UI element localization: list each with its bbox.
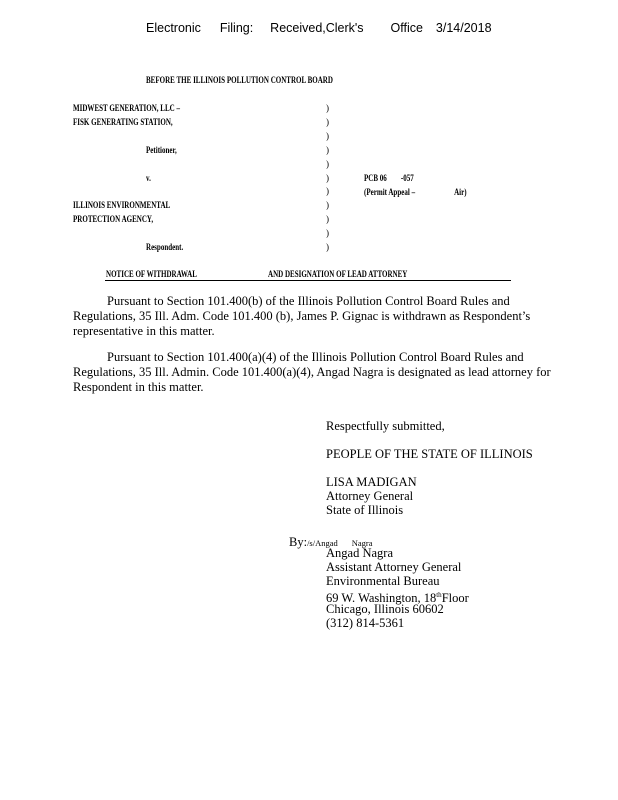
filing-header: [146, 21, 492, 35]
paren: ): [326, 130, 329, 141]
case-number-prefix: PCB 06: [364, 173, 387, 183]
petitioner-role: Petitioner,: [146, 145, 177, 155]
closing: Respectfully submitted,: [326, 419, 445, 433]
paren: ): [326, 144, 329, 155]
paren: ): [326, 103, 329, 113]
paren: ): [326, 228, 329, 239]
petitioner-name-line2: FISK GENERATING STATION,: [73, 117, 173, 127]
notice-title-right: AND DESIGNATION OF LEAD ATTORNEY: [268, 269, 408, 279]
caption-paren-column: [326, 102, 329, 255]
notice-title-underline: [105, 280, 511, 281]
respondent-role: Respondent.: [146, 242, 184, 252]
by-label: By:: [289, 535, 308, 549]
address-ordinal: th: [436, 591, 442, 599]
filing-header-date: 3/14/2018: [435, 21, 492, 35]
versus-label: v.: [146, 173, 151, 183]
paren: ): [326, 172, 329, 183]
paren: ): [326, 200, 329, 211]
electronic-signature-last: Nagra: [351, 538, 373, 548]
case-type-right: Air): [454, 187, 467, 197]
people-of-illinois: PEOPLE OF THE STATE OF ILLINOIS: [326, 447, 533, 461]
paragraph2-line1: Pursuant to Section 101.400(a)(4) of the Illinois Pollution Control Board Rules and: [107, 350, 524, 364]
filing-header-electronic: Electronic: [146, 21, 201, 35]
paragraph2-line2: Regulations, 35 Ill. Admin. Code 101.400(a)(4), Angad Nagra is designated as lead attorney for: [73, 365, 551, 379]
case-type-left: (Permit Appeal –: [364, 187, 416, 197]
filing-header-filing: Filing:: [219, 21, 254, 35]
paragraph2-line3: Respondent in this matter.: [73, 380, 204, 394]
phone: (312) 814-5361: [326, 616, 405, 630]
ag-name: LISA MADIGAN: [326, 475, 417, 489]
electronic-signature: /s/Angad: [307, 538, 338, 548]
ag-title: Attorney General: [326, 489, 414, 503]
state-line: State of Illinois: [326, 503, 404, 517]
notice-title-left: NOTICE OF WITHDRAWAL: [106, 269, 197, 279]
paren: ): [326, 158, 329, 169]
respondent-name-line2: PROTECTION AGENCY,: [73, 214, 154, 224]
respondent-name-line1: ILLINOIS ENVIRONMENTAL: [73, 200, 171, 210]
address-floor: Floor: [441, 591, 469, 606]
address-street: 69 W. Washington, 18: [326, 591, 437, 606]
paren: ): [326, 186, 329, 197]
attorney-name: Angad Nagra: [326, 546, 393, 560]
paragraph1-line1: Pursuant to Section 101.400(b) of the Illinois Pollution Control Board Rules and: [107, 294, 510, 308]
case-number: [364, 173, 414, 183]
case-type: [364, 187, 467, 197]
filing-header-office: Office: [390, 21, 423, 35]
paragraph1-line3: representative in this matter.: [73, 324, 215, 338]
board-title: BEFORE THE ILLINOIS POLLUTION CONTROL BOARD: [146, 75, 333, 85]
case-number-suffix: -057: [400, 173, 414, 183]
paren: ): [326, 116, 329, 127]
paragraph1-line2: Regulations, 35 Ill. Adm. Code 101.400 (b), James P. Gignac is withdrawn as Respondent’s: [73, 309, 531, 323]
paren: ): [326, 242, 329, 253]
attorney-title: Assistant Attorney General: [326, 560, 462, 574]
filing-header-received: Received,Clerk's: [270, 21, 364, 35]
address-line2: Chicago, Illinois 60602: [326, 602, 444, 616]
petitioner-name-line1: MIDWEST GENERATION, LLC –: [73, 103, 181, 113]
paren: ): [326, 214, 329, 225]
bureau: Environmental Bureau: [326, 574, 440, 588]
